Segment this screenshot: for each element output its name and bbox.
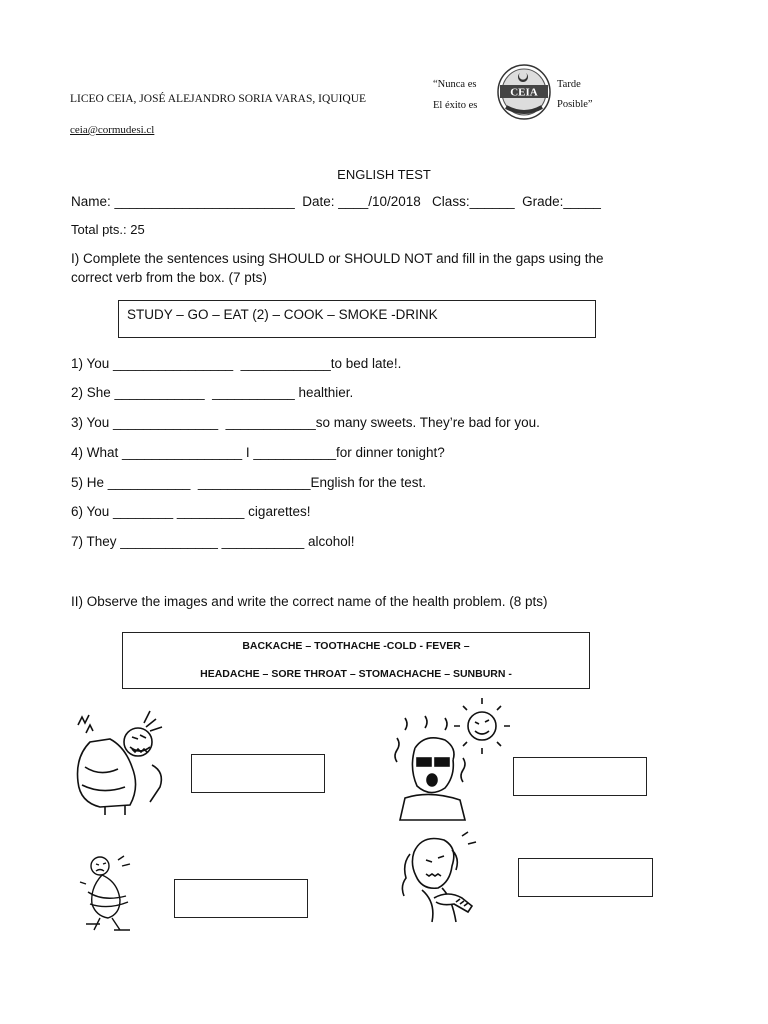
motto-right-2: Posible” xyxy=(557,99,593,110)
sore-throat-illustration xyxy=(392,832,480,922)
verb-box-text: STUDY – GO – EAT (2) – COOK – SMOKE -DRINK xyxy=(127,307,438,322)
section1-instruction-line2: correct verb from the box. (7 pts) xyxy=(71,270,267,285)
sentence-3: 3) You ______________ ____________so many sweets. They’re bad for you. xyxy=(71,415,540,430)
verb-box xyxy=(118,300,596,338)
sentence-7: 7) They _____________ ___________ alcohol! xyxy=(71,534,355,549)
answer-box-stomachache-image[interactable] xyxy=(174,879,308,918)
sentence-5: 5) He ___________ _______________English for the test. xyxy=(71,475,427,490)
stomachache-illustration xyxy=(78,852,153,932)
sentence-4: 4) What ________________ I ___________for dinner tonight? xyxy=(71,445,445,460)
test-title: ENGLISH TEST xyxy=(337,167,431,182)
school-name: LICEO CEIA, JOSÉ ALEJANDRO SORIA VARAS, IQUIQUE xyxy=(70,93,367,105)
student-info-line: Name: ________________________ Date: ____/10/2018 Class:______ Grade:_____ xyxy=(71,194,601,209)
health-box-line1: BACKACHE – TOOTHACHE -COLD - FEVER – xyxy=(242,640,470,652)
total-points: Total pts.: 25 xyxy=(71,222,145,237)
sentence-1: 1) You ________________ ____________to bed late!. xyxy=(71,356,402,371)
health-problems-box xyxy=(122,632,590,689)
sentence-2: 2) She ____________ ___________ healthier. xyxy=(71,385,354,400)
motto-right-1: Tarde xyxy=(557,79,581,90)
section2-instruction: II) Observe the images and write the correct name of the health problem. (8 pts) xyxy=(71,594,548,609)
motto-left-1: “Nunca es xyxy=(433,79,477,90)
backache-illustration xyxy=(70,707,175,817)
motto-left-2: El éxito es xyxy=(433,100,478,111)
sunburn-illustration xyxy=(385,698,510,820)
answer-box-sunburn-image[interactable] xyxy=(513,757,647,796)
school-logo xyxy=(496,63,552,121)
answer-box-sore-throat-image[interactable] xyxy=(518,858,653,897)
section1-instruction-line1: I) Complete the sentences using SHOULD or SHOULD NOT and fill in the gaps using the xyxy=(71,251,604,266)
answer-box-backache-image[interactable] xyxy=(191,754,325,793)
logo-text: CEIA xyxy=(510,86,538,99)
school-email[interactable]: ceia@cormudesi.cl xyxy=(70,124,155,136)
health-box-line2: HEADACHE – SORE THROAT – STOMACHACHE – SUNBURN - xyxy=(200,668,512,680)
sentence-6: 6) You ________ _________ cigarettes! xyxy=(71,504,311,519)
